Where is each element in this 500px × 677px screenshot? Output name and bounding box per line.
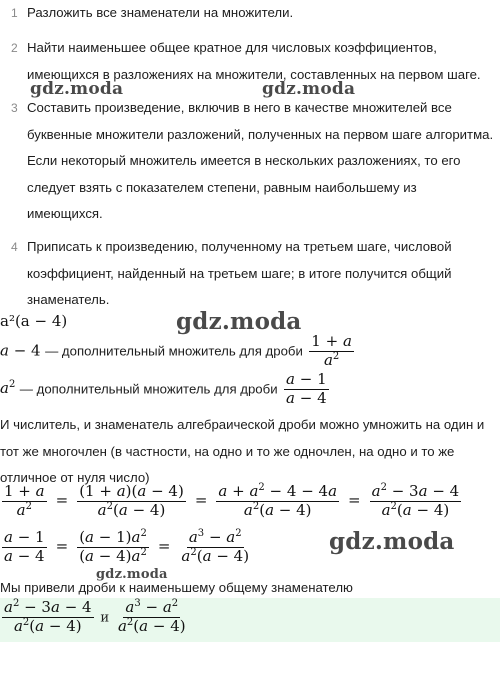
- step-text: Найти наименьшее общее кратное для числовых коэффициентов, имеющихся в разложениях на множители, составленных на первом шаге.: [27, 40, 481, 82]
- step-text: Составить произведение, включив в него в качестве множителей все буквенные множители разложений, полученных на первом шаге алгоритма. Если некоторый множитель имеется в нескольких разложениях, то его следует взять с показателем степени, равным наибольшему из имеющихся.: [27, 100, 494, 221]
- factor-description: — дополнительный множитель для дроби: [45, 343, 303, 359]
- equation-1: $\frac{1 + a}{a^2}$ = $\frac{(1 + a)(a - 4)}{a^2(a - 4)}$ = $\frac{a + a^2 - 4 - 4a}{a^2(a - 4)}$ = $\frac{a^2 - 3a - 4}{a^2(a - 4)}$: [4, 482, 460, 519]
- additional-factor-1: a − 4 — дополнительный множитель для дроби $\frac{1 + a}{a^2}$: [0, 332, 352, 369]
- conclusion-text: Мы привели дроби к наименьшему общему знаменателю: [0, 580, 353, 595]
- fraction: $\frac{a - 1}{a - 4}$: [286, 370, 327, 407]
- final-fractions: $\frac{a^2 - 3a - 4}{a^2(a - 4)}$ и $\frac{a^3 - a^2}{a^2(a - 4)}$: [4, 598, 186, 635]
- step-number: 4: [11, 240, 18, 254]
- step-text: Приписать к произведению, полученному на третьем шаге, числовой коэффициент, найденный на третьем шаге; в итоге получится общий знаменатель.: [27, 239, 452, 307]
- watermark-logo: gdz.moda: [262, 79, 356, 99]
- step-text: Разложить все знаменатели на множители.: [27, 5, 294, 20]
- watermark-logo: gdz.moda: [30, 79, 124, 99]
- watermark-logo: gdz.moda: [329, 528, 455, 555]
- step-number: 3: [11, 101, 18, 115]
- explanation-paragraph: И числитель, и знаменатель алгебраической дроби можно умножить на один и тот же многочлен (в частности, на одно и то же одночлен, на одно и то же отличное от нуля число): [0, 417, 485, 485]
- equation-2: $\frac{a - 1}{a - 4}$ = $\frac{(a - 1)a^2}{(a - 4)a^2}$ = $\frac{a^3 - a^2}{a^2(a - 4)}$: [4, 528, 250, 565]
- common-denominator: a²(a − 4): [0, 312, 68, 330]
- factor-description: — дополнительный множитель для дроби: [19, 381, 278, 397]
- fraction: $\frac{1 + a}{a^2}$: [311, 332, 352, 369]
- step-number: 2: [11, 41, 18, 55]
- watermark-logo: gdz.moda: [176, 308, 302, 335]
- additional-factor-2: $a^2$ — дополнительный множитель для дроби $\frac{a - 1}{a - 4}$: [0, 370, 327, 407]
- watermark-logo: gdz.moda: [96, 567, 168, 582]
- and-word: и: [100, 610, 110, 626]
- step-number: 1: [11, 6, 18, 20]
